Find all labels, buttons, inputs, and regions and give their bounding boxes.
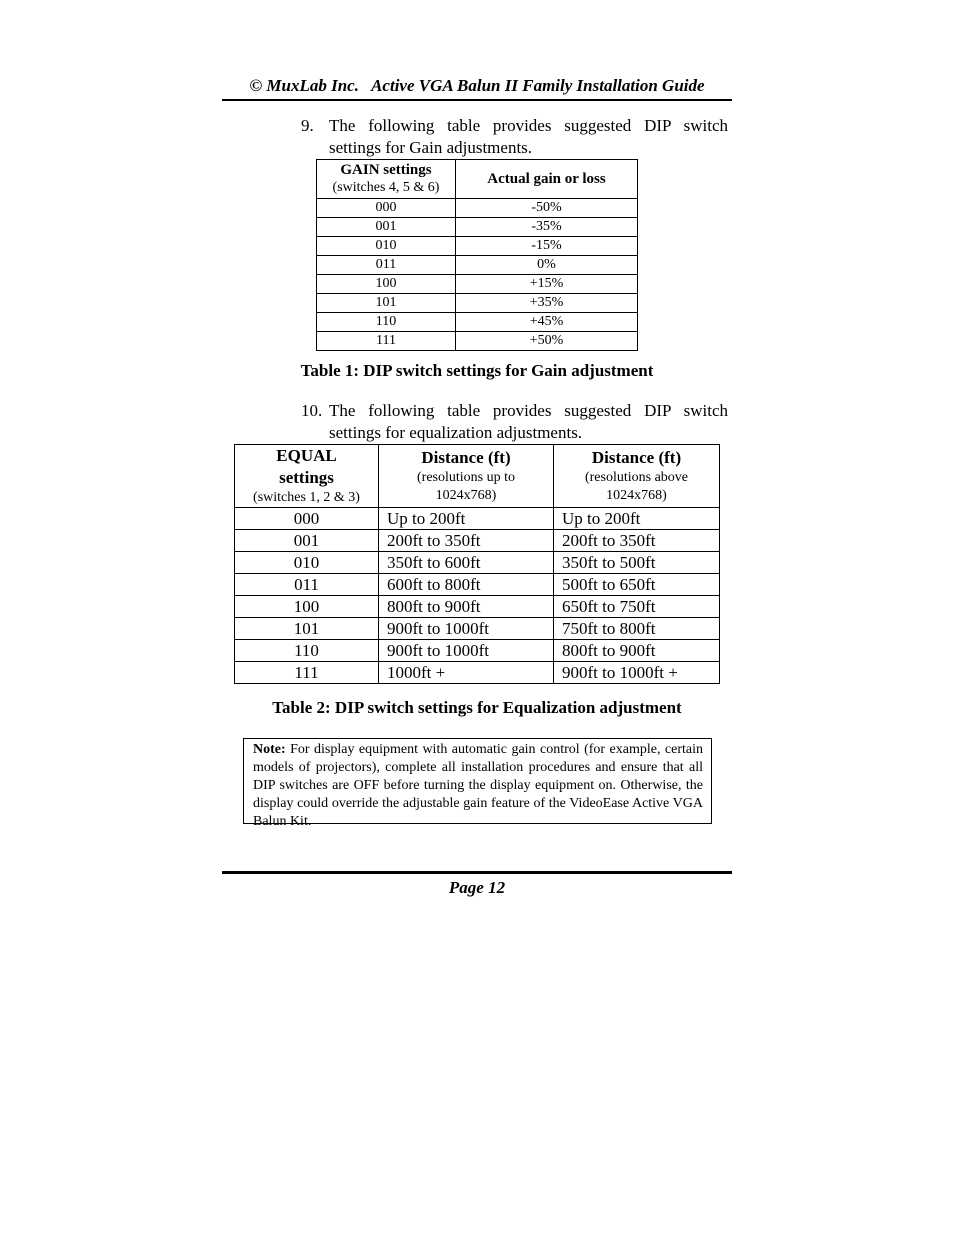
note-label: Note: [253, 742, 286, 757]
gain-setting-cell: 001 [317, 218, 456, 237]
distance-high-res-cell: 800ft to 900ft [554, 640, 720, 662]
gain-setting-cell: 000 [317, 199, 456, 218]
table-row [317, 294, 638, 313]
table-row [235, 662, 720, 684]
eq-setting-cell: 000 [235, 508, 379, 530]
distance-high-res-cell: 200ft to 350ft [554, 530, 720, 552]
table-row [235, 508, 720, 530]
distance-low-res-cell: 900ft to 1000ft [379, 618, 554, 640]
table-caption: Table 1: DIP switch settings for Gain adjustment [300, 361, 654, 380]
equalization-settings-table [234, 444, 720, 684]
header-divider [222, 99, 732, 101]
list-item-line: The following table provides suggested DIP switch [329, 401, 728, 420]
eq-setting-cell: 010 [235, 552, 379, 574]
header-title: Distance (ft) [421, 448, 511, 467]
list-item-9 [301, 115, 731, 159]
gain-setting-cell: 100 [317, 275, 456, 294]
gain-setting-cell: 110 [317, 313, 456, 332]
header-subtitle: (switches 1, 2 & 3) [253, 490, 360, 505]
distance-low-res-cell: 900ft to 1000ft [379, 640, 554, 662]
eq-setting-cell: 100 [235, 596, 379, 618]
page-header-title: © MuxLab Inc. Active VGA Balun II Family Installation Guide [249, 76, 705, 95]
header-subtitle: 1024x768) [606, 488, 667, 503]
table-header-cell [554, 445, 720, 508]
gain-setting-cell: 101 [317, 294, 456, 313]
distance-high-res-cell: 500ft to 650ft [554, 574, 720, 596]
list-item-10 [301, 400, 731, 444]
header-title: settings [279, 468, 334, 487]
table-row [317, 313, 638, 332]
header-subtitle: (resolutions above [584, 470, 689, 485]
list-item-number: 9. [301, 116, 314, 135]
table-row [235, 640, 720, 662]
gain-value-cell: +35% [456, 294, 638, 313]
distance-low-res-cell: 600ft to 800ft [379, 574, 554, 596]
distance-high-res-cell: 350ft to 500ft [554, 552, 720, 574]
gain-value-cell: -50% [456, 199, 638, 218]
table-header-row [235, 445, 720, 508]
eq-setting-cell: 001 [235, 530, 379, 552]
distance-high-res-cell: 750ft to 800ft [554, 618, 720, 640]
gain-settings-table [316, 159, 638, 351]
list-item-line: settings for equalization adjustments. [329, 423, 583, 442]
list-item-line: settings for Gain adjustments. [329, 138, 533, 157]
header-title: GAIN settings [340, 162, 432, 178]
list-item-line: The following table provides suggested DIP switch [329, 116, 728, 135]
gain-value-cell: -35% [456, 218, 638, 237]
table-row [317, 237, 638, 256]
gain-setting-cell: 010 [317, 237, 456, 256]
table-row [235, 552, 720, 574]
table-header-cell [456, 160, 638, 199]
table-header-cell [235, 445, 379, 508]
table-row [317, 275, 638, 294]
table-row [317, 199, 638, 218]
table-row [235, 574, 720, 596]
gain-value-cell: 0% [456, 256, 638, 275]
distance-high-res-cell: 900ft to 1000ft + [554, 662, 720, 684]
list-item-text [329, 400, 728, 444]
header-subtitle: (resolutions up to [417, 470, 515, 485]
table-row [235, 618, 720, 640]
distance-low-res-cell: 800ft to 900ft [379, 596, 554, 618]
table-row [317, 256, 638, 275]
distance-low-res-cell: 350ft to 600ft [379, 552, 554, 574]
eq-setting-cell: 101 [235, 618, 379, 640]
header-title: Distance (ft) [591, 448, 682, 467]
eq-setting-cell: 110 [235, 640, 379, 662]
table-row [317, 218, 638, 237]
table-row [317, 332, 638, 351]
header-subtitle: (switches 4, 5 & 6) [332, 180, 440, 195]
footer-divider [222, 871, 732, 874]
header-subtitle: 1024x768) [435, 488, 497, 503]
table-caption: Table 2: DIP switch settings for Equalization adjustment [272, 698, 682, 717]
distance-low-res-cell: 200ft to 350ft [379, 530, 554, 552]
gain-setting-cell: 111 [317, 332, 456, 351]
note-text: For display equipment with automatic gain control (for example, certain models of projectors), complete all installation procedures and ensure that all DIP switches are OFF before turning the display equipment on. Otherwise, the display could override the adjustable gain feature of the VideoEase Active VGA Balun Kit. [253, 742, 703, 829]
table-header-row [317, 160, 638, 199]
table-row [235, 530, 720, 552]
eq-setting-cell: 011 [235, 574, 379, 596]
gain-setting-cell: 011 [317, 256, 456, 275]
table-header-cell [379, 445, 554, 508]
table-row [235, 596, 720, 618]
gain-value-cell: +45% [456, 313, 638, 332]
distance-low-res-cell: Up to 200ft [379, 508, 554, 530]
header-title: Actual gain or loss [487, 170, 606, 187]
gain-value-cell: +15% [456, 275, 638, 294]
distance-low-res-cell: 1000ft + [379, 662, 554, 684]
distance-high-res-cell: 650ft to 750ft [554, 596, 720, 618]
list-item-number: 10. [301, 401, 323, 420]
list-item-text [329, 115, 728, 159]
gain-value-cell: -15% [456, 237, 638, 256]
distance-high-res-cell: Up to 200ft [554, 508, 720, 530]
note-box [243, 738, 712, 829]
eq-setting-cell: 111 [235, 662, 379, 684]
page-number: Page 12 [448, 878, 506, 897]
header-title: EQUAL [276, 446, 337, 465]
table-header-cell [317, 160, 456, 199]
gain-value-cell: +50% [456, 332, 638, 351]
